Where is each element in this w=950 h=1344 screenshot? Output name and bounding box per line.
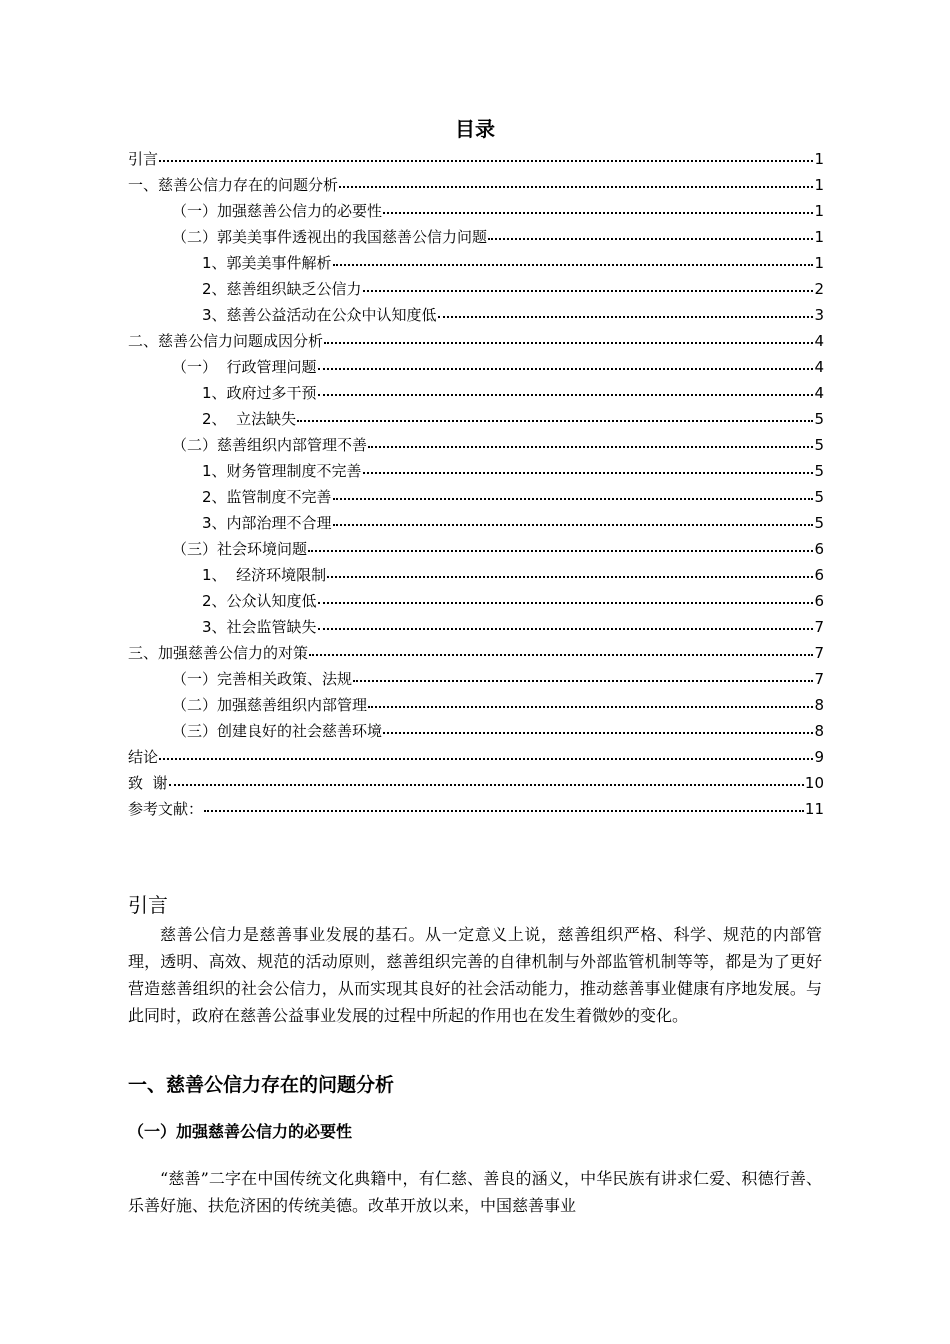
toc-leader-dots [318,393,814,396]
toc-leader-dots [368,705,813,708]
toc-entry[interactable] [128,146,824,172]
table-of-contents [128,146,824,822]
toc-entry-label: 引言 [128,150,159,168]
toc-leader-dots [363,471,814,474]
toc-entry[interactable] [128,432,824,458]
toc-entry[interactable] [128,172,824,198]
toc-leader-dots [297,419,813,422]
toc-entry[interactable] [128,250,824,276]
toc-entry-label: （二）加强慈善组织内部管理 [172,696,368,714]
toc-entry-page: 5 [814,462,824,480]
toc-leader-dots [488,237,813,240]
toc-entry-label: 3、内部治理不合理 [202,514,332,532]
toc-entry-page: 1 [814,228,824,246]
intro-paragraph: 慈善公信力是慈善事业发展的基石。从一定意义上说，慈善组织严格、科学、规范的内部管理，透明、高效、规范的活动原则，慈善组织完善的自律机制与外部监管机制等等，都是为了更好营造慈善组织的社会公信力，从而实现其良好的社会活动能力，推动慈善事业健康有序地发展。与此同时，政府在慈善公益事业发展的过程中所起的作用也在发生着微妙的变化。 [128,925,822,1025]
toc-entry-label: 2、慈善组织缺乏公信力 [202,280,362,298]
toc-entry-label: 1、财务管理制度不完善 [202,462,362,480]
toc-entry-label: 结论 [128,748,159,766]
toc-leader-dots [368,445,813,448]
toc-leader-dots [309,653,813,656]
toc-entry-page: 2 [814,280,824,298]
toc-entry-label: 致 谢 [128,774,168,792]
toc-title: 目录 [455,117,495,141]
toc-entry[interactable] [128,198,824,224]
toc-leader-dots [318,627,814,630]
toc-entry-page: 7 [814,644,824,662]
toc-entry[interactable] [128,484,824,510]
toc-entry[interactable] [128,302,824,328]
toc-entry-page: 9 [814,748,824,766]
toc-leader-dots [438,315,814,318]
toc-entry[interactable] [128,536,824,562]
toc-entry[interactable] [128,458,824,484]
toc-entry-page: 7 [814,618,824,636]
toc-leader-dots [159,757,813,760]
toc-leader-dots [324,341,813,344]
toc-entry[interactable] [128,562,824,588]
toc-leader-dots [339,185,813,188]
toc-entry-label: 2、公众认知度低 [202,592,317,610]
toc-leader-dots [363,289,814,292]
toc-entry-page: 6 [814,566,824,584]
toc-entry-page: 6 [814,540,824,558]
toc-entry-label: 1、政府过多干预 [202,384,317,402]
toc-entry-label: 2、监管制度不完善 [202,488,332,506]
toc-entry-page: 5 [814,488,824,506]
toc-leader-dots [159,159,813,162]
toc-entry-label: 3、慈善公益活动在公众中认知度低 [202,306,437,324]
toc-leader-dots [204,809,804,812]
toc-leader-dots [333,497,814,500]
toc-entry-label: （三）社会环境问题 [172,540,308,558]
toc-entry-label: （一） 行政管理问题 [172,358,317,376]
toc-entry-page: 8 [814,696,824,714]
toc-leader-dots [318,367,814,370]
toc-entry-label: 一、慈善公信力存在的问题分析 [128,176,339,194]
toc-entry-page: 1 [814,254,824,272]
toc-entry-label: 三、加强慈善公信力的对策 [128,644,309,662]
toc-leader-dots [383,731,813,734]
toc-entry[interactable] [128,770,824,796]
toc-entry[interactable] [128,588,824,614]
toc-entry-page: 1 [814,202,824,220]
toc-entry-label: 2、 立法缺失 [202,410,297,428]
toc-entry-page: 5 [814,410,824,428]
toc-leader-dots [308,549,813,552]
section-1-heading: 一、慈善公信力存在的问题分析 [128,1074,395,1096]
intro-heading: 引言 [128,893,168,917]
toc-leader-dots [333,523,814,526]
toc-entry-page: 4 [814,384,824,402]
toc-entry-label: （三）创建良好的社会慈善环境 [172,722,383,740]
toc-leader-dots [353,679,813,682]
toc-leader-dots [383,211,813,214]
toc-entry[interactable] [128,328,824,354]
toc-entry-page: 8 [814,722,824,740]
toc-entry-page: 11 [804,800,824,818]
toc-leader-dots [318,601,814,604]
toc-entry-label: （一）加强慈善公信力的必要性 [172,202,383,220]
toc-entry-label: 1、郭美美事件解析 [202,254,332,272]
toc-leader-dots [169,783,804,786]
toc-entry[interactable] [128,510,824,536]
toc-entry-label: 3、社会监管缺失 [202,618,317,636]
toc-entry[interactable] [128,354,824,380]
toc-entry[interactable] [128,614,824,640]
toc-entry-page: 5 [814,436,824,454]
toc-entry[interactable] [128,744,824,770]
toc-entry-label: 二、慈善公信力问题成因分析 [128,332,324,350]
toc-entry[interactable] [128,692,824,718]
toc-entry[interactable] [128,406,824,432]
toc-entry-label: （二）郭美美事件透视出的我国慈善公信力问题 [172,228,488,246]
toc-entry-page: 4 [814,332,824,350]
subsection-1-heading: （一）加强慈善公信力的必要性 [128,1122,353,1141]
toc-entry-page: 3 [814,306,824,324]
toc-entry-label: （一）完善相关政策、法规 [172,670,353,688]
toc-entry-page: 7 [814,670,824,688]
toc-entry[interactable] [128,796,824,822]
toc-entry[interactable] [128,718,824,744]
toc-leader-dots [327,575,813,578]
subsection-1-paragraph: “慈善”二字在中国传统文化典籍中，有仁慈、善良的涵义，中华民族有讲求仁爱、积德行善、乐善好施、扶危济困的传统美德。改革开放以来，中国慈善事业 [128,1169,822,1215]
toc-entry-page: 1 [814,176,824,194]
toc-entry[interactable] [128,666,824,692]
toc-entry-label: 参考文献： [128,800,204,818]
toc-entry[interactable] [128,276,824,302]
toc-entry[interactable] [128,224,824,250]
toc-entry[interactable] [128,380,824,406]
toc-entry-page: 1 [814,150,824,168]
toc-entry-page: 5 [814,514,824,532]
toc-entry-page: 6 [814,592,824,610]
toc-entry[interactable] [128,640,824,666]
toc-entry-label: 1、 经济环境限制 [202,566,327,584]
toc-entry-label: （二）慈善组织内部管理不善 [172,436,368,454]
toc-entry-page: 4 [814,358,824,376]
toc-entry-page: 10 [804,774,824,792]
toc-leader-dots [333,263,814,266]
